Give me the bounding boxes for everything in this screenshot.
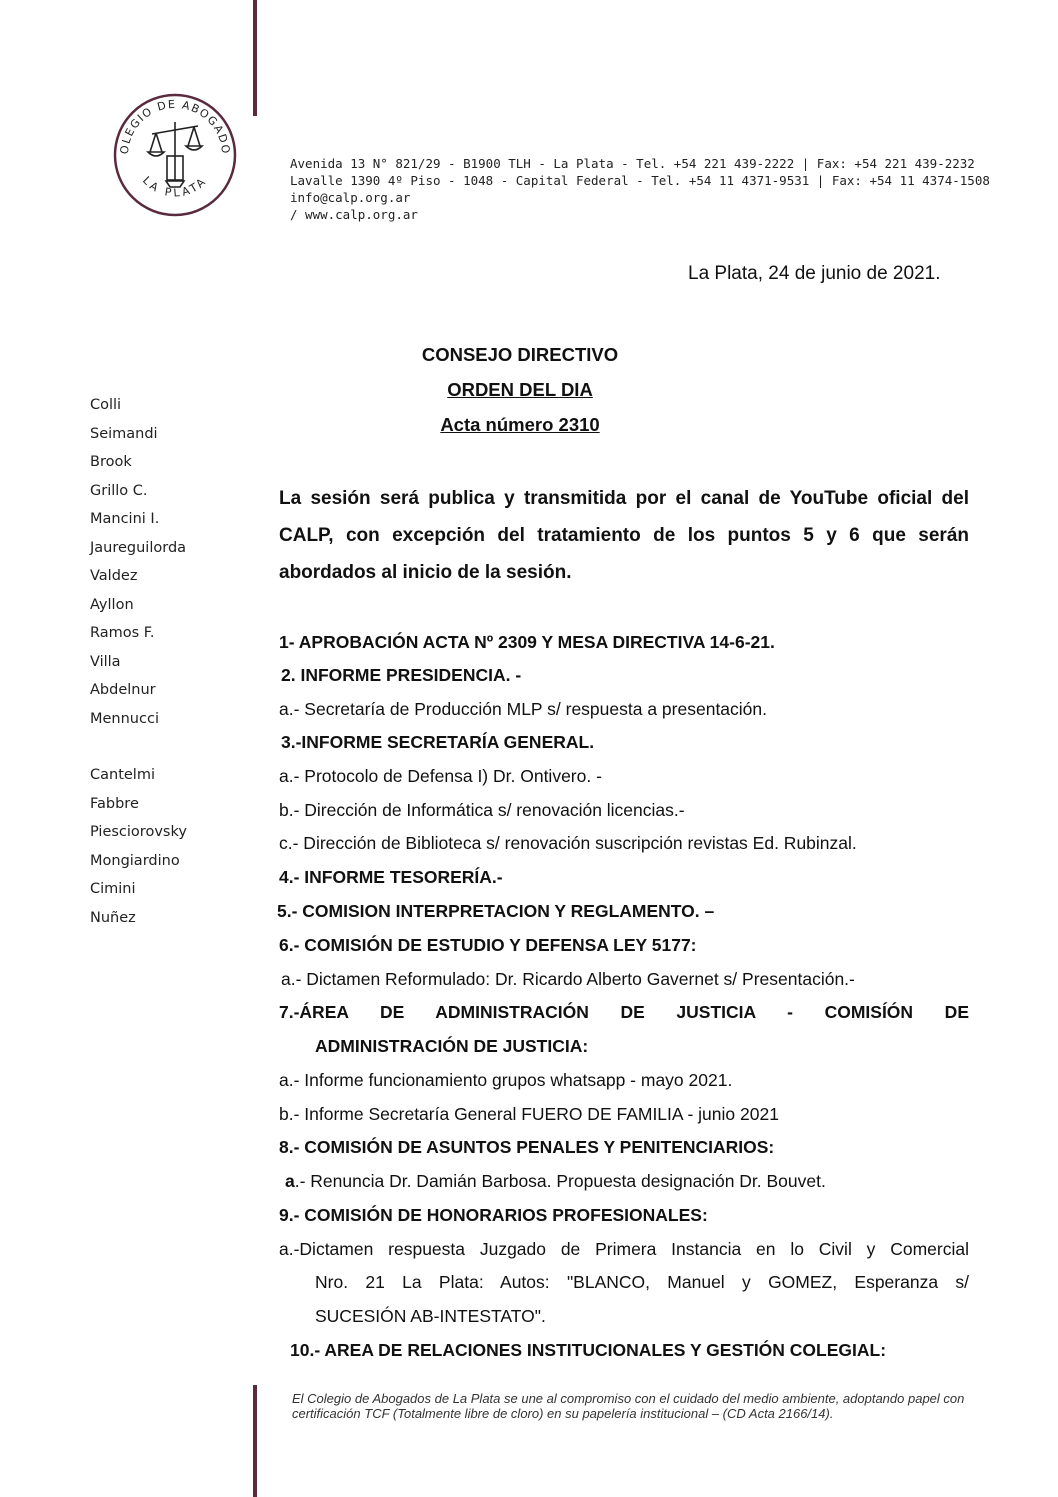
- calp-logo: [108, 88, 242, 222]
- footer-divider-line: [253, 1385, 257, 1497]
- agenda-item-7a: a.- Informe funcionamiento grupos whatsapp - mayo 2021.: [279, 1070, 733, 1090]
- member-name: Mennucci: [90, 710, 159, 727]
- agenda-item-10: 10.- AREA DE RELACIONES INSTITUCIONALES Y GESTIÓN COLEGIAL:: [290, 1340, 887, 1360]
- member-name: Colli: [90, 397, 122, 413]
- member-name: Piesciorovsky: [90, 824, 187, 840]
- member-name: Seimandi: [90, 425, 158, 442]
- agenda-item-2a: a.- Secretaría de Producción MLP s/ respuesta a presentación.: [279, 699, 768, 719]
- member-name: Fabbre: [90, 795, 139, 812]
- agenda-item-9a-cont: Nro. 21 La Plata: Autos: "BLANCO, Manuel y GOMEZ, Esperanza s/: [315, 1272, 969, 1292]
- svg-text:LA PLATA: LA PLATA: [140, 173, 210, 200]
- title-acta: Acta número 2310: [440, 414, 600, 435]
- member-name: Cimini: [90, 881, 136, 897]
- address-line-1: Avenida 13 N° 821/29 - B1900 TLH - La Plata - Tel. +54 221 439-2222 | Fax: +54 221 439-2232: [290, 156, 975, 171]
- agenda-item-8a-text: .- Renuncia Dr. Damián Barbosa. Propuesta designación Dr. Bouvet.: [294, 1171, 826, 1191]
- agenda-item-7: 7.-ÁREA DE ADMINISTRACIÓN DE JUSTICIA - COMISÍÓN DE: [279, 1002, 969, 1022]
- title-consejo: CONSEJO DIRECTIVO: [421, 344, 619, 365]
- member-name: Ramos F.: [90, 625, 155, 641]
- member-name: Ayllon: [90, 596, 134, 613]
- member-name: Nuñez: [90, 909, 136, 926]
- environment-footer-note: El Colegio de Abogados de La Plata se une al compromiso con el cuidado del medio ambiente, adoptando papel con certificación TCF (Totalmente libre de cloro) en su papelería institucional – (CD Acta 2166/14).: [292, 1391, 965, 1421]
- agenda-item-8: 8.- COMISIÓN DE ASUNTOS PENALES Y PENITENCIARIOS:: [279, 1137, 775, 1157]
- agenda-item-3c: c.- Dirección de Biblioteca s/ renovación suscripción revistas Ed. Rubinzal.: [279, 833, 857, 853]
- member-name: Mongiardino: [90, 852, 180, 869]
- member-name: Valdez: [90, 568, 138, 584]
- agenda-item-7-cont: ADMINISTRACIÓN DE JUSTICIA:: [315, 1036, 589, 1056]
- document-titles: [360, 337, 680, 442]
- member-name: Abdelnur: [90, 682, 156, 698]
- agenda-item-6: 6.- COMISIÓN DE ESTUDIO Y DEFENSA LEY 5177:: [279, 935, 697, 955]
- member-name: Mancini I.: [90, 511, 160, 527]
- members-group-2: [90, 761, 187, 932]
- members-group-1: [90, 391, 186, 733]
- agenda-item-7b: b.- Informe Secretaría General FUERO DE FAMILIA - junio 2021: [279, 1104, 779, 1124]
- agenda-item-8a: [285, 1171, 826, 1192]
- member-name: Cantelmi: [90, 767, 155, 783]
- agenda-item-9: 9.- COMISIÓN DE HONORARIOS PROFESIONALES:: [279, 1205, 708, 1225]
- institution-address: [290, 155, 1058, 223]
- member-name: Villa: [90, 653, 121, 670]
- agenda-item-3b: b.- Dirección de Informática s/ renovación licencias.-: [279, 800, 685, 820]
- agenda-item-6a: a.- Dictamen Reformulado: Dr. Ricardo Alberto Gavernet s/ Presentación.-: [281, 969, 855, 989]
- agenda-item-3a: a.- Protocolo de Defensa I) Dr. Ontivero. -: [279, 766, 602, 786]
- agenda-item-2: 2. INFORME PRESIDENCIA. -: [281, 665, 522, 685]
- member-name: Grillo C.: [90, 482, 148, 499]
- title-orden: ORDEN DEL DIA: [447, 379, 593, 400]
- agenda-item-3: 3.-INFORME SECRETARÍA GENERAL.: [281, 732, 595, 752]
- address-line-3: / www.calp.org.ar: [290, 207, 418, 222]
- session-intro: La sesión será publica y transmitida por el canal de YouTube oficial del CALP, con excepción del tratamiento de los puntos 5 y 6 que serán abordados al inicio de la sesión.: [279, 488, 969, 583]
- document-date: La Plata, 24 de junio de 2021.: [688, 263, 941, 284]
- svg-text:COLEGIO DE ABOGADOS: OLEGIO DE ABOGADO: [117, 97, 233, 156]
- agenda-item-9a-cont2: SUCESIÓN AB-INTESTATO".: [315, 1306, 546, 1326]
- agenda-item-5: 5.- COMISION INTERPRETACION Y REGLAMENTO. –: [277, 901, 715, 921]
- agenda-item-4: 4.- INFORME TESORERÍA.-: [279, 867, 503, 887]
- agenda-item-9a: a.-Dictamen respuesta Juzgado de Primera Instancia en lo Civil y Comercial: [279, 1239, 969, 1259]
- agenda-item-1: 1- APROBACIÓN ACTA Nº 2309 Y MESA DIRECTIVA 14-6-21.: [279, 632, 775, 652]
- member-name: Jaureguilorda: [90, 539, 187, 556]
- agenda-item-8a-prefix: a: [285, 1171, 295, 1191]
- address-line-2: Lavalle 1390 4º Piso - 1048 - Capital Federal - Tel. +54 11 4371-9531 | Fax: +54 11 4374-1508 info@calp.org.ar: [290, 173, 990, 205]
- member-name: Brook: [90, 454, 132, 470]
- header-divider-line: [253, 0, 257, 116]
